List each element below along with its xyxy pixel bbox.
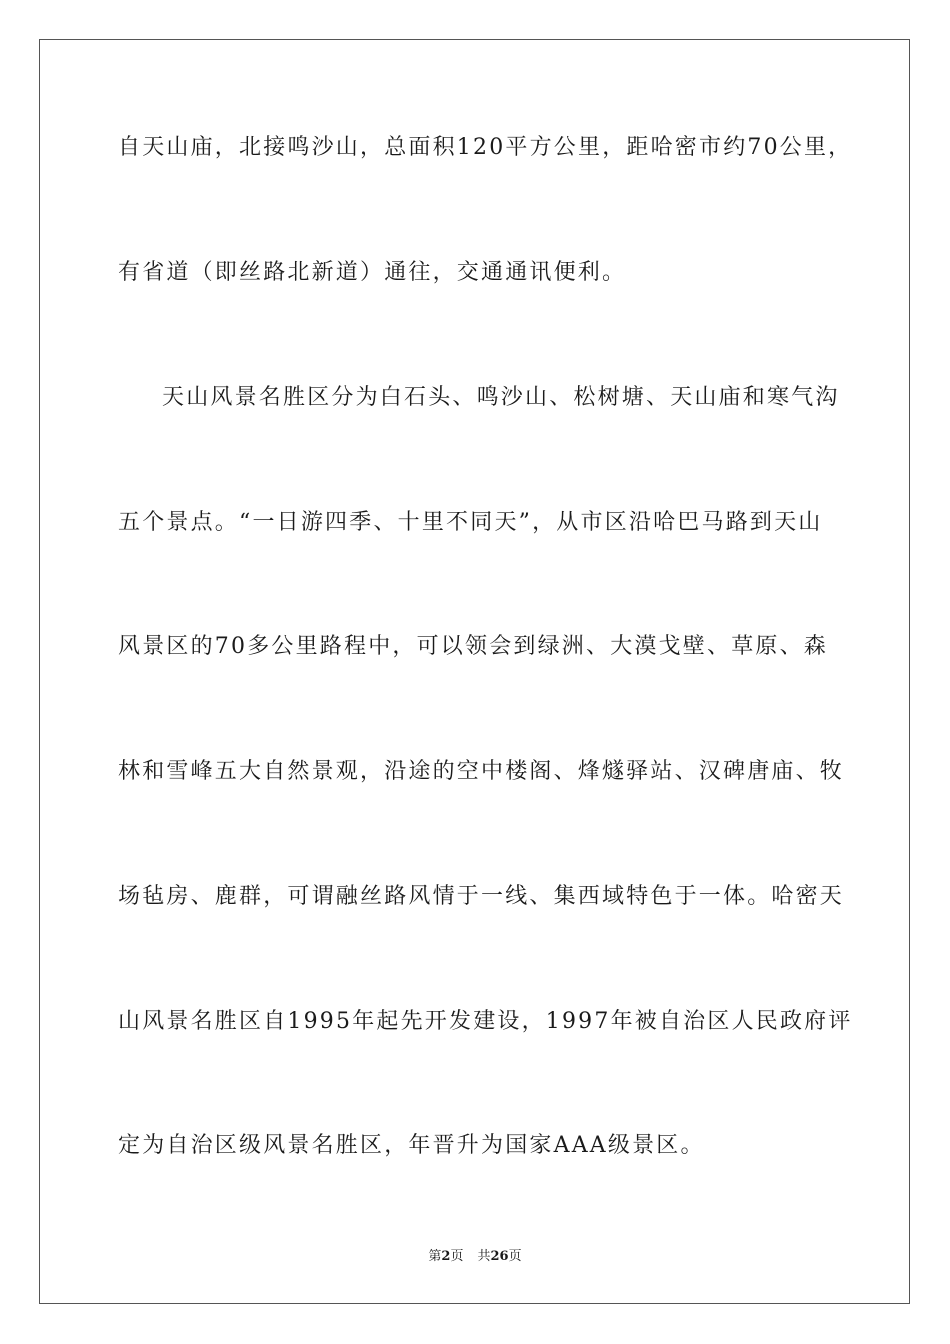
page-footer xyxy=(0,1248,950,1266)
paragraph-line: 五个景点。“一日游四季、十里不同天”，从市区沿哈巴马路到天山 xyxy=(118,510,823,535)
total-label-suffix: 页 xyxy=(508,1249,522,1264)
page-number: 2 xyxy=(441,1249,451,1264)
total-label-prefix: 共 xyxy=(477,1249,491,1264)
paragraph-line: 定为自治区级风景名胜区，年晋升为国家AAA级景区。 xyxy=(118,1133,705,1158)
page-label-suffix: 页 xyxy=(450,1249,464,1264)
paragraph-line: 风景区的70多公里路程中，可以领会到绿洲、大漠戈壁、草原、森 xyxy=(118,634,828,659)
page-label-prefix: 第 xyxy=(428,1249,442,1264)
total-pages: 26 xyxy=(490,1249,509,1264)
paragraph-line: 林和雪峰五大自然景观，沿途的空中楼阁、烽燧驿站、汉碑唐庙、牧 xyxy=(118,759,845,784)
paragraph-line: 自天山庙，北接鸣沙山，总面积120平方公里，距哈密市约70公里， xyxy=(118,135,853,160)
page-border xyxy=(39,39,910,1304)
paragraph-line: 场毡房、鹿群，可谓融丝路风情于一线、集西域特色于一体。哈密天 xyxy=(118,884,845,909)
paragraph-line: 有省道（即丝路北新道）通往，交通通讯便利。 xyxy=(118,260,627,285)
paragraph-line: 山风景名胜区自1995年起先开发建设，1997年被自治区人民政府评 xyxy=(118,1009,853,1034)
paragraph-line: 天山风景名胜区分为白石头、鸣沙山、松树塘、天山庙和寒气沟 xyxy=(162,385,840,410)
